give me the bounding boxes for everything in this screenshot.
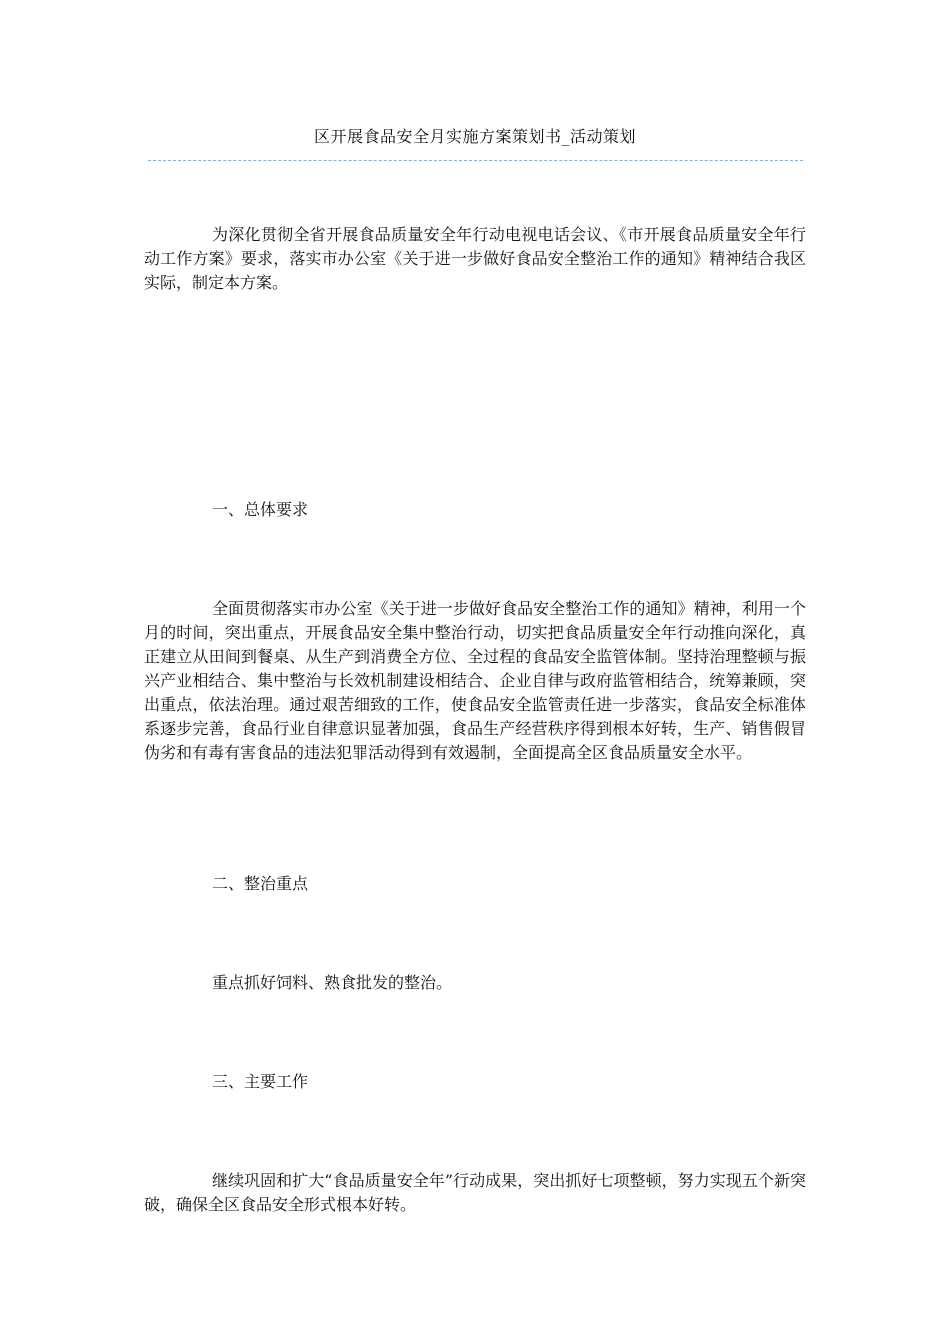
section-3-paragraph: 继续巩固和扩大“食品质量安全年”行动成果，突出抓好七项整顿，努力实现五个新突破，确保全区食品安全形式根本好转。 xyxy=(144,1171,806,1214)
section-1-paragraph: 全面贯彻落实市办公室《关于进一步做好食品安全整治工作的通知》精神，利用一个月的时间，突出重点，开展食品安全集中整治行动，切实把食品质量安全年行动推向深化，真正建立从田间到餐桌、从生产到消费全方位、全过程的食品安全监管体制。坚持治理整顿与振兴产业相结合、集中整治与长效机制建设相结合、企业自律与政府监管相结合，统筹兼顾，突出重点，依法治理。通过艰苦细致的工作，使食品安全监管责任进一步落实，食品安全标准体系逐步完善，食品行业自律意识显著加强，食品生产经营秩序得到根本好转，生产、销售假冒伪劣和有毒有害食品的违法犯罪活动得到有效遏制，全面提高全区食品质量安全水平。 xyxy=(144,599,806,762)
document-title: 区开展食品安全月实施方案策划书_活动策划 xyxy=(313,127,636,146)
section-1-heading: 一、总体要求 xyxy=(212,500,309,519)
section-2-heading: 二、整治重点 xyxy=(212,874,309,893)
section-2-paragraph: 重点抓好饲料、熟食批发的整治。 xyxy=(212,973,453,992)
title-divider xyxy=(148,160,803,161)
intro-paragraph: 为深化贯彻全省开展食品质量安全年行动电视电话会议、《市开展食品质量安全年行动工作方案》要求，落实市办公室《关于进一步做好食品安全整治工作的通知》精神结合我区实际，制定本方案。 xyxy=(144,225,806,292)
section-3-heading: 三、主要工作 xyxy=(212,1072,309,1091)
